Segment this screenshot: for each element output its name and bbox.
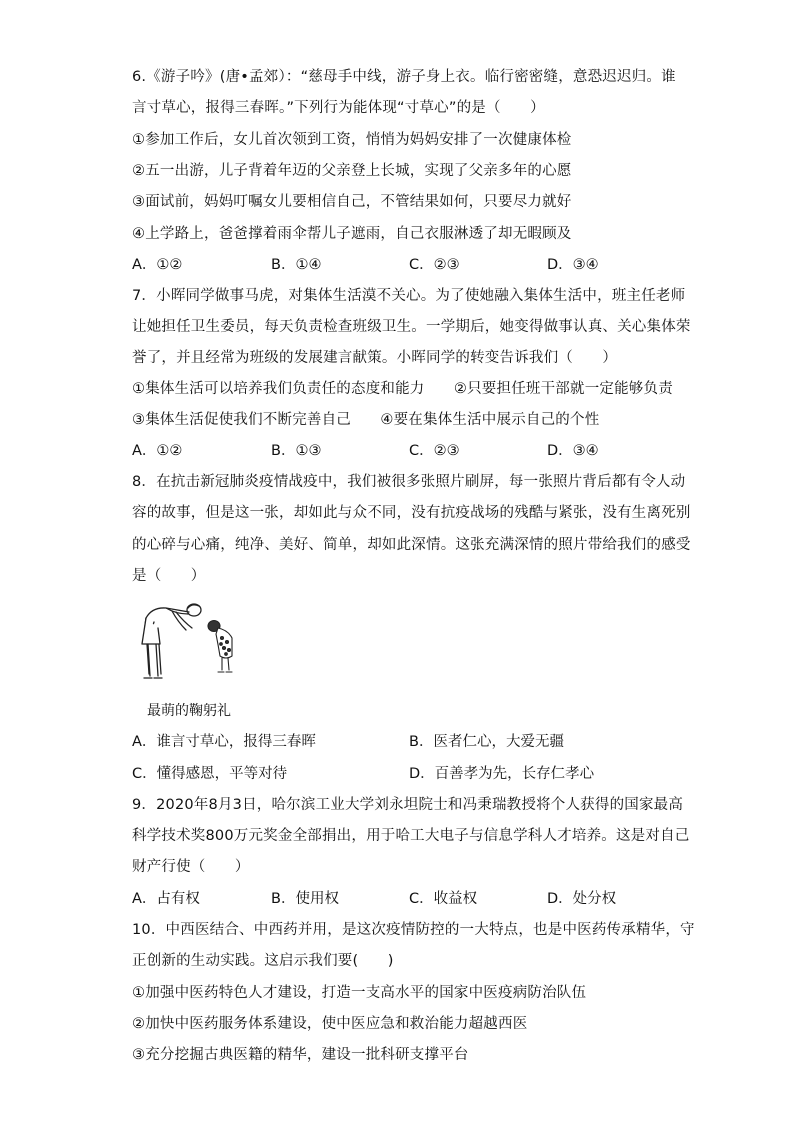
q8-option-d: D．百善孝为先，长存仁孝心: [409, 766, 595, 782]
q6-option-a: A．①②: [132, 257, 183, 273]
q7-stem-line-1: 7．小晖同学做事马虎，对集体生活漠不关心。为了使她融入集体生活中，班主任老师: [132, 288, 686, 304]
q9-option-c: C．收益权: [409, 891, 478, 907]
q6-stem-line-2: 言寸草心，报得三春晖。”下列行为能体现“寸草心”的是（ ）: [132, 100, 545, 116]
q6-item-3: ③面试前，妈妈叮嘱女儿要相信自己，不管结果如何，只要尽力就好: [132, 194, 572, 210]
q7-stem-line-2: 让她担任卫生委员，每天负责检查班级卫生。一学期后，她变得做事认真、关心集体荣: [132, 319, 691, 335]
q9-option-d: D．处分权: [547, 891, 617, 907]
q9-option-b: B．使用权: [271, 891, 339, 907]
q8-stem-line-1: 8．在抗击新冠肺炎疫情战疫中，我们被很多张照片刷屏，每一张照片背后都有令人动: [132, 474, 686, 490]
q7-option-d: D．③④: [547, 443, 599, 459]
q8-option-b: B．医者仁心，大爱无疆: [409, 734, 564, 750]
q6-option-b: B．①④: [271, 257, 322, 273]
q7-option-a: A．①②: [132, 443, 183, 459]
q6-option-d: D．③④: [547, 257, 599, 273]
q6-item-2: ②五一出游，儿子背着年迈的父亲登上长城，实现了父亲多年的心愿: [132, 163, 572, 179]
illustration-caption: 最萌的鞠躬礼: [147, 703, 231, 719]
q8-stem-line-2: 容的故事，但是这一张，却如此与众不同，没有抗疫战场的残酷与紧张，没有生离死别: [132, 505, 691, 521]
q7-item-2: ③集体生活促使我们不断完善自己 ④要在集体生活中展示自己的个性: [132, 412, 600, 428]
q7-stem-line-3: 誉了，并且经常为班级的发展建言献策。小晖同学的转变告诉我们（ ）: [132, 350, 618, 366]
q8-stem-line-3: 的心碎与心痛，纯净、美好、简单，却如此深情。这张充满深情的照片带给我们的感受: [132, 537, 691, 553]
q6-item-4: ④上学路上，爸爸撑着雨伞帮儿子遮雨，自己衣服淋透了却无暇顾及: [132, 226, 572, 242]
q7-option-b: B．①③: [271, 443, 322, 459]
q8-option-a: A．谁言寸草心，报得三春晖: [132, 734, 316, 750]
q10-item-2: ②加快中医药服务体系建设，使中医应急和救治能力超越西医: [132, 1016, 528, 1032]
q8-option-c: C．懂得感恩，平等对待: [132, 766, 288, 782]
q9-stem-line-3: 财产行使（ ）: [132, 859, 250, 875]
q6-item-1: ①参加工作后，女儿首次领到工资，悄悄为妈妈安排了一次健康体检: [132, 132, 572, 148]
q9-stem-line-1: 9．2020年8月3日，哈尔滨工业大学刘永坦院士和冯秉瑞教授将个人获得的国家最高: [132, 797, 684, 813]
q9-stem-line-2: 科学技术奖800万元奖金全部捐出，用于哈工大电子与信息学科人才培养。这是对自己: [132, 828, 690, 844]
bowing-illustration: [132, 598, 244, 684]
q7-item-1: ①集体生活可以培养我们负责任的态度和能力 ②只要担任班干部就一定能够负责: [132, 381, 673, 397]
q8-stem-line-4: 是（ ）: [132, 568, 206, 584]
q6-stem-line-1: 6.《游子吟》(唐•孟郊）：“慈母手中线，游子身上衣。临行密密缝，意恐迟迟归。谁: [132, 69, 676, 85]
q10-stem-line-1: 10．中西医结合、中西药并用，是这次疫情防控的一大特点，也是中医药传承精华，守: [132, 922, 695, 938]
q10-item-1: ①加强中医药特色人才建设，打造一支高水平的国家中医疫病防治队伍: [132, 985, 587, 1001]
q10-item-3: ③充分挖掘古典医籍的精华，建设一批科研支撑平台: [132, 1047, 469, 1063]
q9-option-a: A．占有权: [132, 891, 200, 907]
q10-stem-line-2: 正创新的生动实践。这启示我们要( ): [132, 953, 394, 969]
q6-option-c: C．②③: [409, 257, 460, 273]
q7-option-c: C．②③: [409, 443, 460, 459]
